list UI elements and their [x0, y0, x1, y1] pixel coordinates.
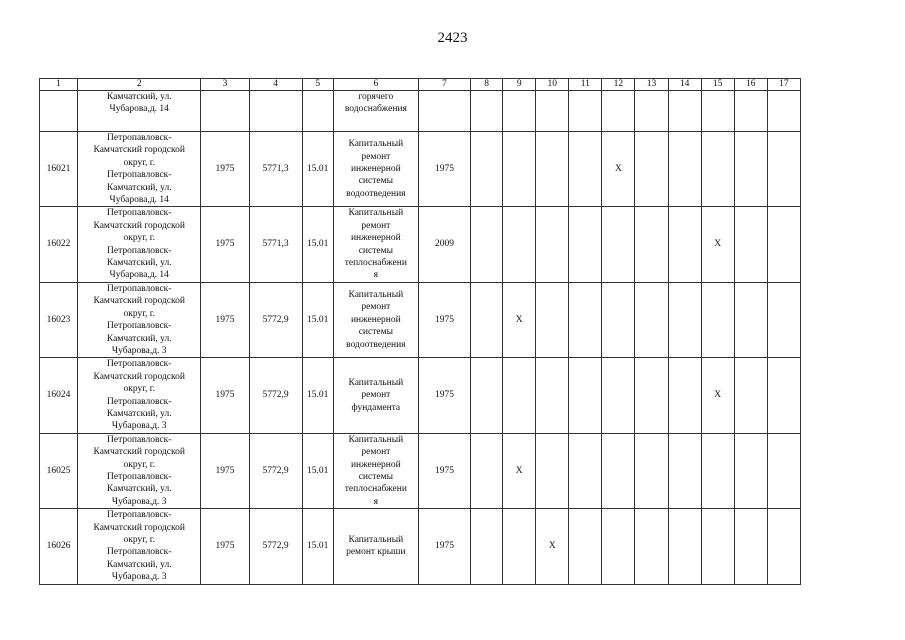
- work-line: системы: [358, 327, 393, 338]
- cell-year: [201, 91, 249, 132]
- work-line: я: [373, 270, 379, 281]
- cell-empty: [668, 433, 701, 508]
- table-row: [40, 358, 801, 433]
- cell-empty: [767, 433, 800, 508]
- cell-empty: [635, 91, 668, 132]
- table-row: [40, 207, 801, 282]
- cell-year2: 1975: [418, 509, 470, 584]
- work-line: ремонт крыши: [346, 547, 406, 558]
- cell-empty: [569, 207, 602, 282]
- cell-year2: 1975: [418, 358, 470, 433]
- address-line: Петропавловск-: [107, 321, 172, 332]
- column-header: 9: [503, 79, 536, 91]
- work-line: водоотведения: [346, 339, 406, 350]
- cell-year2: 1975: [418, 433, 470, 508]
- cell-id: 16021: [40, 132, 78, 207]
- address-line: Петропавловск-: [107, 133, 172, 143]
- cell-empty: [734, 91, 767, 132]
- address-line: Петропавловск-: [107, 245, 172, 256]
- address-line: Чубарова,д. 14: [109, 104, 169, 115]
- address-line: округ, г.: [123, 459, 155, 470]
- work-line: ремонт: [361, 390, 391, 401]
- cell-empty: [569, 132, 602, 207]
- cell-year: 1975: [201, 433, 249, 508]
- column-header: 14: [668, 79, 701, 91]
- cell-mark: X: [503, 433, 536, 508]
- cell-mark: X: [503, 282, 536, 357]
- cell-year: 1975: [201, 132, 249, 207]
- cell-empty: [503, 509, 536, 584]
- work-line: системы: [358, 471, 393, 482]
- column-header: 10: [536, 79, 569, 91]
- work-line: Капитальный: [348, 290, 404, 301]
- cell-empty: [503, 358, 536, 433]
- registry-table: [39, 78, 801, 585]
- cell-empty: [767, 207, 800, 282]
- cell-empty: [701, 509, 734, 584]
- cell-empty: [701, 91, 734, 132]
- cell-empty: [569, 358, 602, 433]
- cell-empty: [536, 282, 569, 357]
- cell-work: [333, 207, 418, 282]
- cell-mark: X: [602, 132, 635, 207]
- cell-area: 5772,9: [249, 433, 302, 508]
- address-line: Камчатский, ул.: [106, 333, 172, 344]
- cell-empty: [668, 132, 701, 207]
- cell-area: 5771,3: [249, 207, 302, 282]
- cell-empty: [701, 433, 734, 508]
- cell-empty: [767, 509, 800, 584]
- cell-empty: [471, 132, 503, 207]
- cell-code: [302, 91, 333, 132]
- address-line: округ, г.: [123, 535, 155, 545]
- cell-empty: [635, 509, 668, 584]
- address-line: Камчатский городской: [93, 220, 185, 231]
- cell-empty: [418, 91, 470, 132]
- work-line: теплоснабжени: [344, 484, 407, 495]
- address-line: Чубарова,д. 3: [111, 496, 167, 507]
- cell-id: 16023: [40, 282, 78, 357]
- work-line: водоснабжения: [344, 104, 407, 115]
- work-line: горячего: [358, 92, 394, 102]
- cell-empty: [635, 358, 668, 433]
- cell-empty: [569, 91, 602, 132]
- address-line: Камчатский городской: [93, 371, 185, 382]
- work-line: ремонт: [361, 447, 391, 458]
- cell-address: [78, 509, 201, 584]
- address-line: Камчатский, ул.: [106, 182, 172, 193]
- cell-id: 16024: [40, 358, 78, 433]
- cell-area: 5771,3: [249, 132, 302, 207]
- cell-id: 16025: [40, 433, 78, 508]
- cell-code: 15.01: [302, 132, 333, 207]
- table-row: [40, 433, 801, 508]
- cell-empty: [503, 207, 536, 282]
- cell-work: [333, 132, 418, 207]
- cell-empty: [767, 91, 800, 132]
- address-line: Камчатский, ул.: [106, 408, 172, 419]
- column-header: 12: [602, 79, 635, 91]
- address-line: округ, г.: [123, 157, 155, 168]
- continuation-row: [40, 91, 801, 132]
- cell-empty: [602, 358, 635, 433]
- column-header: 5: [302, 79, 333, 91]
- cell-empty: [602, 282, 635, 357]
- cell-empty: [503, 132, 536, 207]
- cell-code: 15.01: [302, 509, 333, 584]
- cell-work: [333, 433, 418, 508]
- cell-empty: [635, 132, 668, 207]
- cell-area: 5772,9: [249, 358, 302, 433]
- column-header: 6: [333, 79, 418, 91]
- cell-empty: [635, 207, 668, 282]
- address-line: округ, г.: [123, 233, 155, 244]
- table-row: [40, 509, 801, 584]
- work-line: инженерной: [350, 459, 401, 470]
- cell-empty: [471, 358, 503, 433]
- header-row: [40, 79, 801, 91]
- address-line: Чубарова,д. 3: [111, 572, 167, 583]
- cell-empty: [734, 282, 767, 357]
- work-line: инженерной: [350, 314, 401, 325]
- cell-empty: [734, 509, 767, 584]
- cell-empty: [767, 282, 800, 357]
- column-header: 17: [767, 79, 800, 91]
- work-line: ремонт: [361, 302, 391, 313]
- cell-empty: [569, 282, 602, 357]
- address-line: Камчатский городской: [93, 145, 185, 156]
- cell-empty: [701, 282, 734, 357]
- work-line: системы: [358, 245, 393, 256]
- address-line: Чубарова,д. 14: [109, 270, 169, 281]
- cell-empty: [536, 132, 569, 207]
- work-line: Капитальный: [348, 377, 404, 388]
- cell-code: 15.01: [302, 282, 333, 357]
- address-line: Камчатский городской: [93, 447, 185, 458]
- address-line: Петропавловск-: [107, 359, 172, 370]
- cell-empty: [471, 433, 503, 508]
- cell-empty: [471, 91, 503, 132]
- work-line: инженерной: [350, 164, 401, 175]
- address-line: Камчатский, ул.: [106, 258, 172, 269]
- cell-empty: [602, 207, 635, 282]
- cell-code: 15.01: [302, 433, 333, 508]
- cell-empty: [536, 433, 569, 508]
- work-line: теплоснабжени: [344, 258, 407, 269]
- cell-empty: [668, 509, 701, 584]
- page-number: 2423: [437, 30, 468, 46]
- cell-mark: X: [701, 207, 734, 282]
- cell-area: 5772,9: [249, 509, 302, 584]
- work-line: ремонт: [361, 220, 391, 231]
- cell-area: 5772,9: [249, 282, 302, 357]
- cell-empty: [536, 91, 569, 132]
- column-header: 15: [701, 79, 734, 91]
- address-line: Петропавловск-: [107, 208, 172, 219]
- column-header: 1: [40, 79, 78, 91]
- cell-address: [78, 132, 201, 207]
- work-line: ремонт: [361, 151, 391, 162]
- cell-code: 15.01: [302, 358, 333, 433]
- cell-empty: [668, 358, 701, 433]
- cell-empty: [503, 91, 536, 132]
- address-line: Петропавловск-: [107, 510, 172, 521]
- work-line: инженерной: [350, 233, 401, 244]
- column-header: 7: [418, 79, 470, 91]
- table-row: [40, 282, 801, 357]
- cell-id: [40, 91, 78, 132]
- column-header: 2: [78, 79, 201, 91]
- work-line: Капитальный: [348, 208, 404, 219]
- address-line: Чубарова,д. 14: [109, 195, 169, 206]
- address-line: Камчатский, ул.: [106, 92, 172, 102]
- address-line: Петропавловск-: [107, 283, 172, 294]
- cell-id: 16026: [40, 509, 78, 584]
- address-line: округ, г.: [123, 384, 155, 395]
- work-line: водоотведения: [346, 188, 406, 199]
- cell-address: [78, 91, 201, 132]
- cell-address: [78, 207, 201, 282]
- cell-mark: X: [536, 509, 569, 584]
- cell-year2: 1975: [418, 132, 470, 207]
- address-line: Чубарова,д. 3: [111, 421, 167, 432]
- address-line: Петропавловск-: [107, 434, 172, 445]
- cell-empty: [602, 509, 635, 584]
- cell-empty: [569, 509, 602, 584]
- cell-empty: [734, 433, 767, 508]
- cell-empty: [668, 207, 701, 282]
- cell-year: 1975: [201, 358, 249, 433]
- address-line: Петропавловск-: [107, 471, 172, 482]
- cell-empty: [701, 132, 734, 207]
- cell-empty: [668, 91, 701, 132]
- cell-empty: [635, 282, 668, 357]
- work-line: я: [373, 496, 379, 507]
- column-header: 11: [569, 79, 602, 91]
- column-header: 4: [249, 79, 302, 91]
- cell-empty: [734, 358, 767, 433]
- column-header: 3: [201, 79, 249, 91]
- cell-empty: [569, 433, 602, 508]
- cell-empty: [471, 509, 503, 584]
- cell-code: 15.01: [302, 207, 333, 282]
- address-line: Камчатский городской: [93, 522, 185, 533]
- cell-empty: [471, 207, 503, 282]
- column-header: 13: [635, 79, 668, 91]
- cell-work: [333, 91, 418, 132]
- cell-empty: [536, 358, 569, 433]
- work-line: Капитальный: [348, 434, 404, 445]
- address-line: Петропавловск-: [107, 170, 172, 181]
- cell-empty: [734, 132, 767, 207]
- cell-year2: 2009: [418, 207, 470, 282]
- cell-empty: [767, 132, 800, 207]
- cell-work: [333, 509, 418, 584]
- cell-year: 1975: [201, 207, 249, 282]
- cell-empty: [602, 433, 635, 508]
- cell-year: 1975: [201, 282, 249, 357]
- address-line: Петропавловск-: [107, 396, 172, 407]
- cell-work: [333, 358, 418, 433]
- table-row: [40, 132, 801, 207]
- work-line: фундамента: [351, 402, 401, 413]
- cell-address: [78, 358, 201, 433]
- cell-id: 16022: [40, 207, 78, 282]
- work-line: системы: [358, 176, 393, 187]
- address-line: Камчатский, ул.: [106, 484, 172, 495]
- cell-empty: [668, 282, 701, 357]
- cell-address: [78, 433, 201, 508]
- cell-mark: X: [701, 358, 734, 433]
- cell-empty: [602, 91, 635, 132]
- address-line: округ, г.: [123, 308, 155, 319]
- cell-address: [78, 282, 201, 357]
- cell-empty: [471, 282, 503, 357]
- cell-year2: 1975: [418, 282, 470, 357]
- address-line: Петропавловск-: [107, 547, 172, 558]
- cell-area: [249, 91, 302, 132]
- column-header: 8: [471, 79, 503, 91]
- cell-empty: [734, 207, 767, 282]
- work-line: Капитальный: [348, 535, 404, 545]
- address-line: Чубарова,д. 3: [111, 345, 167, 356]
- cell-empty: [536, 207, 569, 282]
- address-line: Камчатский городской: [93, 296, 185, 307]
- cell-year: 1975: [201, 509, 249, 584]
- work-line: Капитальный: [348, 139, 404, 150]
- cell-empty: [767, 358, 800, 433]
- cell-work: [333, 282, 418, 357]
- address-line: Камчатский, ул.: [106, 559, 172, 570]
- column-header: 16: [734, 79, 767, 91]
- cell-empty: [635, 433, 668, 508]
